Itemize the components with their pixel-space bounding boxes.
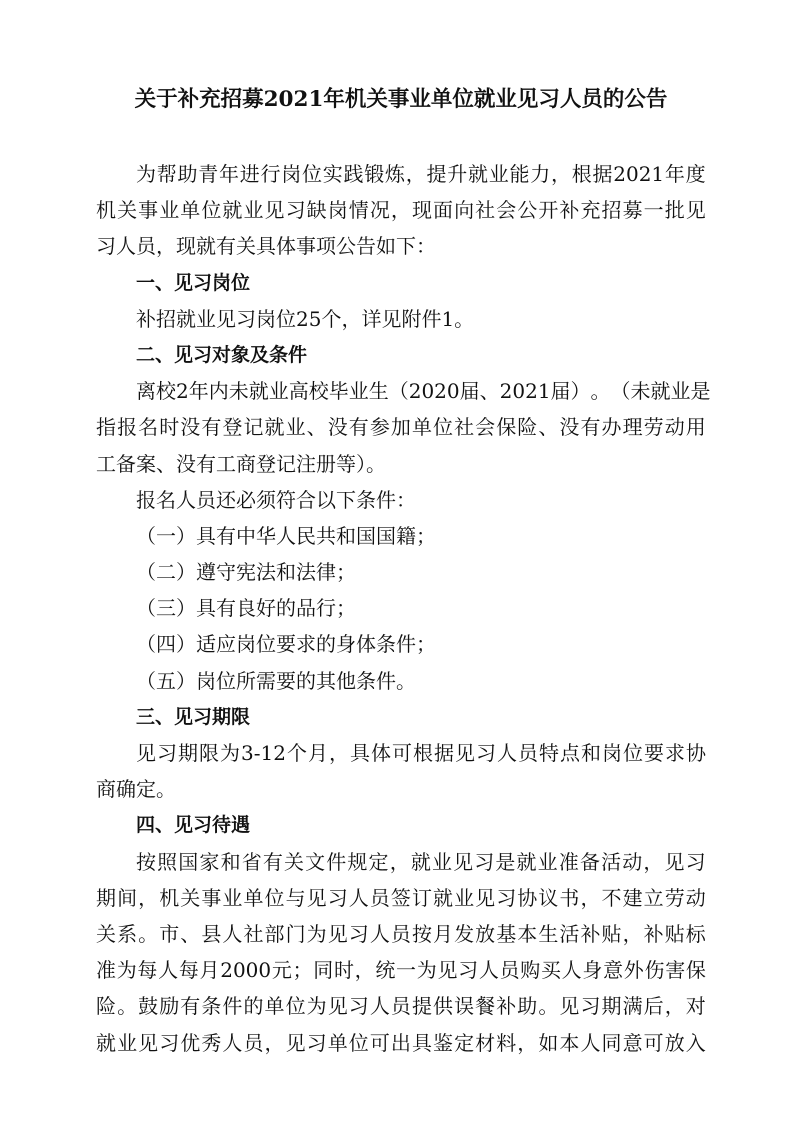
text-line: 准 为 每 人 每 月 2000 元 ； 同 时 ， 统 一 为 见 习 人 员 购 买 人 身 意 外 伤 害 保: [96, 958, 706, 983]
text-line: 险 。 鼓 励 有 条 件 的 单 位 为 见 习 人 员 提 供 误 餐 补 助 。 见 习 期 满 后 ， 对: [96, 994, 706, 1019]
document-body: [96, 156, 711, 1061]
text-line: 指 报 名 时 没 有 登 记 就 业 、 没 有 参 加 单 位 社 会 保 险 、 没 有 办 理 劳 动 用: [96, 415, 706, 440]
text-line: 关 系 。 市 、 县 人 社 部 门 为 见 习 人 员 按 月 发 放 基 本 生 活 补 贴 ， 补 贴 标: [96, 921, 706, 946]
section-heading: 一、见习岗位: [136, 271, 251, 294]
page-title: 关于补充招募2021年机关事业单位就业见习人员的公告: [134, 87, 668, 112]
text-line: 习人员，现就有关具体事项公告如下：: [96, 234, 436, 259]
text-line: 为 帮 助 青 年 进 行 岗 位 实 践 锻 炼 ， 提 升 就 业 能 力 ， 根 据 2021 年 度: [136, 162, 706, 186]
text-line: 商确定。: [96, 777, 176, 802]
section-heading: 二、见习对象及条件: [136, 343, 308, 366]
text-line: （五）岗位所需要的其他条件。: [136, 668, 416, 693]
text-line: 报名人员还必须符合以下条件：: [136, 487, 416, 512]
section-heading: 四、见习待遇: [136, 814, 251, 837]
text-line: 补招就业见习岗位25个，详见附件1。: [136, 306, 475, 331]
text-line: 离 校 2 年 内 未 就 业 高 校 毕 业 生 （ 2020 届 、 2021 届 ） 。 （ 未 就 业 是: [136, 379, 711, 404]
text-line: 期 间 ， 机 关 事 业 单 位 与 见 习 人 员 签 订 就 业 见 习 协 议 书 ， 不 建 立 劳 动: [96, 885, 706, 910]
text-line: 机 关 事 业 单 位 就 业 见 习 缺 岗 情 况 ， 现 面 向 社 会 公 开 补 充 招 募 一 批 见: [96, 198, 706, 223]
text-line: 见 习 期 限 为 3-12 个 月 ， 具 体 可 根 据 见 习 人 员 特 点 和 岗 位 要 求 协: [136, 741, 706, 765]
text-line: （一）具有中华人民共和国国籍；: [136, 523, 436, 548]
text-line: 就 业 见 习 优 秀 人 员 ， 见 习 单 位 可 出 具 鉴 定 材 料 ， 如 本 人 同 意 可 放 入: [96, 1030, 706, 1055]
text-line: （二）遵守宪法和法律；: [136, 560, 356, 585]
text-line: 工备案、没有工商登记注册等）。: [96, 451, 386, 476]
text-line: （四）适应岗位要求的身体条件；: [136, 632, 436, 657]
text-line: 按 照 国 家 和 省 有 关 文 件 规 定 ， 就 业 见 习 是 就 业 准 备 活 动 ， 见 习: [136, 849, 706, 874]
section-heading: 三、见习期限: [136, 705, 251, 728]
text-line: （三）具有良好的品行；: [136, 596, 356, 621]
